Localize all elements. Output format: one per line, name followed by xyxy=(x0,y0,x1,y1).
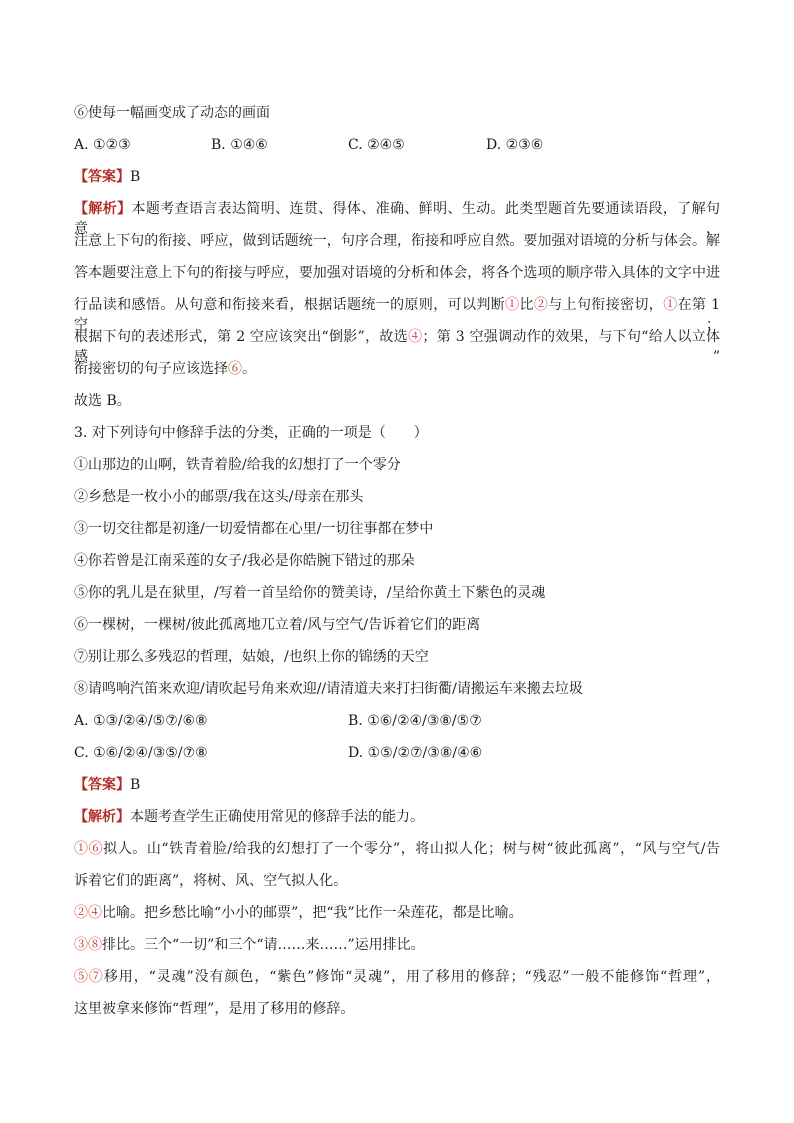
answer-value: B xyxy=(130,169,141,185)
q2-analysis-line-6: 衔接密切的句子应该选择⑥。 xyxy=(74,361,256,377)
q3-analysis-intro: 【解析】本题考查学生正确使用常见的修辞手法的能力。 xyxy=(74,809,424,825)
q2-option-c: C. ②④⑤ xyxy=(348,137,405,153)
q3-item-8: ⑧请鸣响汽笛来欢迎/请吹起号角来欢迎//请清道夫来打扫街衢/请搬运车来搬去垃圾 xyxy=(74,681,583,697)
q2-analysis-line-4: 行品读和感悟。从句意和衔接来看，根据话题统一的原则，可以判断①比②与上句衔接密切，①在第 1 空； xyxy=(74,297,721,333)
q2-option-b: B. ①④⑥ xyxy=(211,137,268,153)
q3-option-d: D. ①⑤/②⑦/③⑧/④⑥ xyxy=(348,745,483,761)
analysis-tag: 【解析】 xyxy=(74,809,130,825)
q3-analysis-p1-line1: ①⑥拟人。山“铁青着脸/给我的幻想打了一个零分”，将山拟人化；树与树“彼此孤离”，“风与空气/告 xyxy=(74,841,720,857)
q3-item-5: ⑤你的乳儿是在狱里，/写着一首呈给你的赞美诗，/呈给你黄土下紫色的灵魂 xyxy=(74,585,546,601)
q3-analysis-p4-line1: ⑤⑦移用，“灵魂”没有颜色，“紫色”修饰“灵魂”，用了移用的修辞；“残忍”一般不能修饰“哲理”， xyxy=(74,969,721,985)
q3-option-c: C. ①⑥/②④/③⑤/⑦⑧ xyxy=(74,745,208,761)
q3-analysis-p4-line2: 这里被拿来修饰“哲理”，是用了移用的修辞。 xyxy=(74,1001,355,1017)
q3-item-2: ②乡愁是一枚小小的邮票/我在这头/母亲在那头 xyxy=(74,489,364,505)
q3-item-3: ③一切交往都是初逢/一切爱情都在心里/一切往事都在梦中 xyxy=(74,521,434,537)
q3-analysis-p2: ②④比喻。把乡愁比喻“小小的邮票”，把“我”比作一朵莲花，都是比喻。 xyxy=(74,905,523,921)
q3-analysis-p3: ③⑧排比。三个“一切”和三个“请……来……”运用排比。 xyxy=(74,937,425,953)
q2-option-d: D. ②③⑥ xyxy=(486,137,544,153)
q2-analysis-line-1: 【解析】本题考查语言表达简明、连贯、得体、准确、鲜明、生动。此类型题首先要通读语段，了解句意， xyxy=(74,201,721,237)
q2-analysis-line-5: 根据下句的表述形式，第 2 空应该突出“倒影”，故选④；第 3 空强调动作的效果，与下句“给人以立体感” xyxy=(74,329,721,365)
answer-tag: 【答案】 xyxy=(74,169,130,185)
q2-analysis-line-3: 答本题要注意上下句的衔接与呼应，要加强对语境的分析和体会，将各个选项的顺序带入具体的文字中进 xyxy=(74,265,720,281)
q3-stem: 3. 对下列诗句中修辞手法的分类，正确的一项是（ ） xyxy=(74,425,428,441)
answer-value: B xyxy=(130,777,141,793)
q3-option-a: A. ①③/②④/⑤⑦/⑥⑧ xyxy=(74,713,208,729)
q3-item-7: ⑦别让那么多残忍的哲理，姑娘，/也织上你的锦绣的天空 xyxy=(74,649,429,665)
q3-item-6: ⑥一棵树，一棵树/彼此孤离地兀立着/风与空气/告诉着它们的距离 xyxy=(74,617,481,633)
q3-item-1: ①山那边的山啊，铁青着脸/给我的幻想打了一个零分 xyxy=(74,457,401,473)
q3-option-b: B. ①⑥/②④/③⑧/⑤⑦ xyxy=(348,713,482,729)
q3-analysis-p1-line2: 诉着它们的距离”，将树、风、空气拟人化。 xyxy=(74,873,348,889)
q2-answer xyxy=(74,167,140,187)
q2-conclusion: 故选 B。 xyxy=(74,393,131,409)
q2-analysis-line-2: 注意上下句的衔接、呼应，做到话题统一，句序合理，衔接和呼应自然。要加强对语境的分析与体会。解 xyxy=(74,233,720,249)
answer-tag: 【答案】 xyxy=(74,777,130,793)
q3-answer xyxy=(74,775,140,795)
analysis-tag: 【解析】 xyxy=(74,201,132,217)
item-6: ⑥使每一幅画变成了动态的画面 xyxy=(74,105,270,121)
q3-item-4: ④你若曾是江南采莲的女子/我必是你皓腕下错过的那朵 xyxy=(74,553,415,569)
q2-option-a: A. ①②③ xyxy=(74,137,131,153)
